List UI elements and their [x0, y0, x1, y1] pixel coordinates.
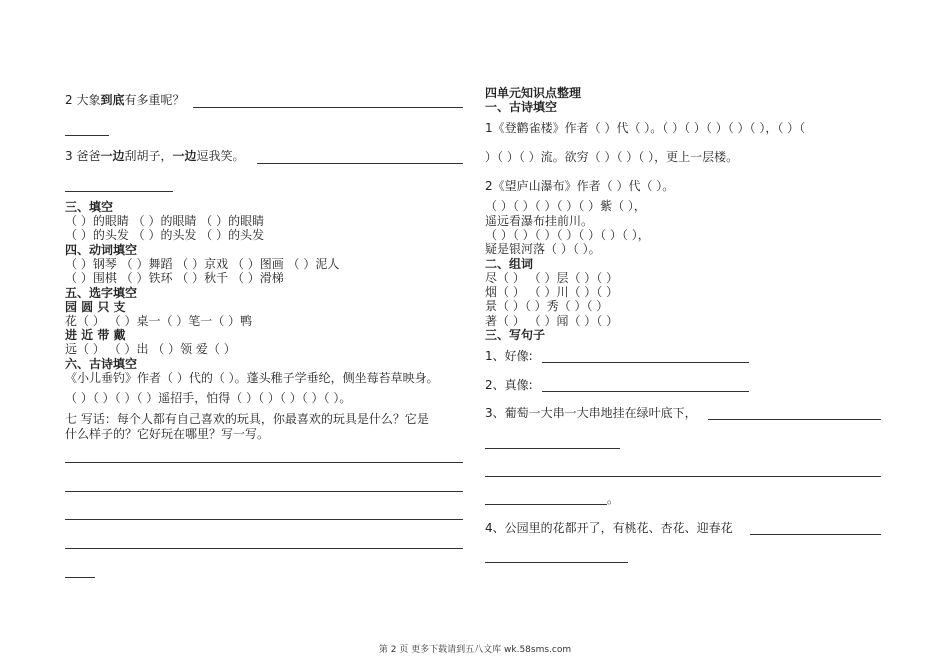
sentence-3-line-2[interactable]: [485, 448, 620, 449]
q3-bold-2: 一边: [172, 149, 197, 163]
section-6-title: 六、古诗填空: [65, 357, 138, 371]
right-s1-row-1: 1《登鹳雀楼》作者（ ）代（ ）。（ ）（ ）（ ）（ ）（ ），（ ）（: [485, 121, 806, 135]
q3-bold-1: 一边: [100, 149, 125, 163]
right-section-3-title: 三、写句子: [485, 328, 546, 342]
section-5-title: 五、选字填空: [65, 286, 138, 300]
sentence-2-label: 2、真像:: [485, 378, 533, 392]
right-section-1-title: 一、古诗填空: [485, 100, 558, 114]
section-6-row-1: 《小儿垂钓》作者（ ）代的（ ）。蓬头稚子学垂纶，侧坐莓苔草映身。: [65, 371, 439, 385]
section-5-chars-2: 进 近 带 戴: [65, 328, 126, 342]
section-7-row-1: 七 写话：每个人都有自己喜欢的玩具，你最喜欢的玩具是什么？它是: [65, 412, 429, 426]
sentence-1-line[interactable]: [542, 362, 749, 363]
writing-line-5[interactable]: [65, 577, 95, 578]
section-5-row-2: 远（ ） （ ）出 （ ）领 爱（ ）: [65, 342, 236, 356]
right-s1-row-6: （ ）（ ）（ ）（ ）（ ）（ ）（ ），: [485, 228, 650, 242]
section-4-title: 四、动词填空: [65, 243, 138, 257]
right-s1-row-5: 遥远看瀑布挂前川。: [485, 214, 594, 228]
question-3: [65, 149, 245, 164]
sentence-3-line[interactable]: [708, 419, 881, 420]
section-5-chars-1: 园 圆 只 支: [65, 300, 126, 314]
writing-line-1[interactable]: [65, 462, 463, 463]
sentence-4-line[interactable]: [750, 534, 881, 535]
q2-answer-line[interactable]: [193, 107, 463, 108]
section-3-row-2: （ ）的头发 （ ）的头发 （ ）的头发: [65, 228, 265, 242]
sentence-4-label: 4、公园里的花都开了，有桃花、杏花、迎春花: [485, 521, 733, 535]
right-section-2-title: 二、组词: [485, 257, 534, 271]
right-s2-row-3: 景（ ）（ ）秀（ ）（ ）: [485, 299, 609, 313]
section-7-row-2: 什么样子的？它好玩在哪里？写一写。: [65, 427, 270, 441]
right-s2-row-2: 烟（ ） （ ）川（ ）（ ）: [485, 285, 619, 299]
right-s1-row-2: ）（ ）（ ）流。欲穷（ ）（ ）（ ），更上一层楼。: [485, 150, 739, 164]
unit-4-title: 四单元知识点整理: [485, 86, 582, 100]
sentence-3-line-4[interactable]: [485, 504, 607, 505]
right-s1-row-4: （ ）（ ）（ ）（ ）（ ）紫（ ），: [485, 199, 646, 213]
writing-line-2[interactable]: [65, 491, 463, 492]
right-s1-row-3: 2《望庐山瀑布》作者（ ）代（ ）。: [485, 179, 675, 193]
writing-line-4[interactable]: [65, 548, 463, 549]
sentence-3-label: 3、葡萄一大串一大串地挂在绿叶底下，: [485, 406, 697, 420]
right-s1-row-7: 疑是银河落（ ）（ ）。: [485, 242, 601, 256]
q2-text-end: 有多重呢？: [124, 93, 185, 107]
writing-line-3[interactable]: [65, 519, 463, 520]
q3-answer-line[interactable]: [257, 163, 463, 164]
section-3-title: 三、填空: [65, 200, 114, 214]
q2-bold: 到底: [100, 93, 125, 107]
section-3-row-1: （ ）的眼睛 （ ）的眼睛 （ ）的眼睛: [65, 214, 265, 228]
q3-text-mid: 刮胡子，: [124, 149, 173, 163]
q3-text-end: 逗我笑。: [196, 149, 245, 163]
section-4-row-2: （ ）围棋 （ ）铁环 （ ）秋千 （ ）滑梯: [65, 271, 284, 285]
q3-text: 3 爸爸: [65, 149, 101, 163]
sentence-1-label: 1、好像:: [485, 349, 533, 363]
sentence-3-line-3[interactable]: [485, 476, 881, 477]
q3-answer-line-2[interactable]: [65, 191, 173, 192]
section-5-row-1: 花（ ） （ ）桌一（ ）笔一（ ）鸭: [65, 314, 253, 328]
right-s2-row-1: 尽（ ） （ ）层（ ）（ ）: [485, 271, 619, 285]
page-footer: 第 2 页 更多下载请到五八文库 wk.58sms.com: [378, 645, 572, 655]
sentence-2-line[interactable]: [542, 391, 749, 392]
question-2: [65, 93, 184, 108]
section-6-row-2: （ ）（ ）（ ）（ ）遥招手，怕得（ ）（ ）（ ）（ ）（ ）。: [65, 391, 352, 405]
section-4-row-1: （ ）钢琴 （ ）舞蹈 （ ）京戏 （ ）图画 （ ）泥人: [65, 257, 340, 271]
q2-text: 2 大象: [65, 93, 101, 107]
right-s2-row-4: 著（ ） （ ）闻（ ）（ ）: [485, 314, 619, 328]
sentence-3-period: 。: [607, 492, 620, 506]
q2-answer-line-2[interactable]: [65, 135, 109, 136]
sentence-4-line-2[interactable]: [485, 562, 628, 563]
